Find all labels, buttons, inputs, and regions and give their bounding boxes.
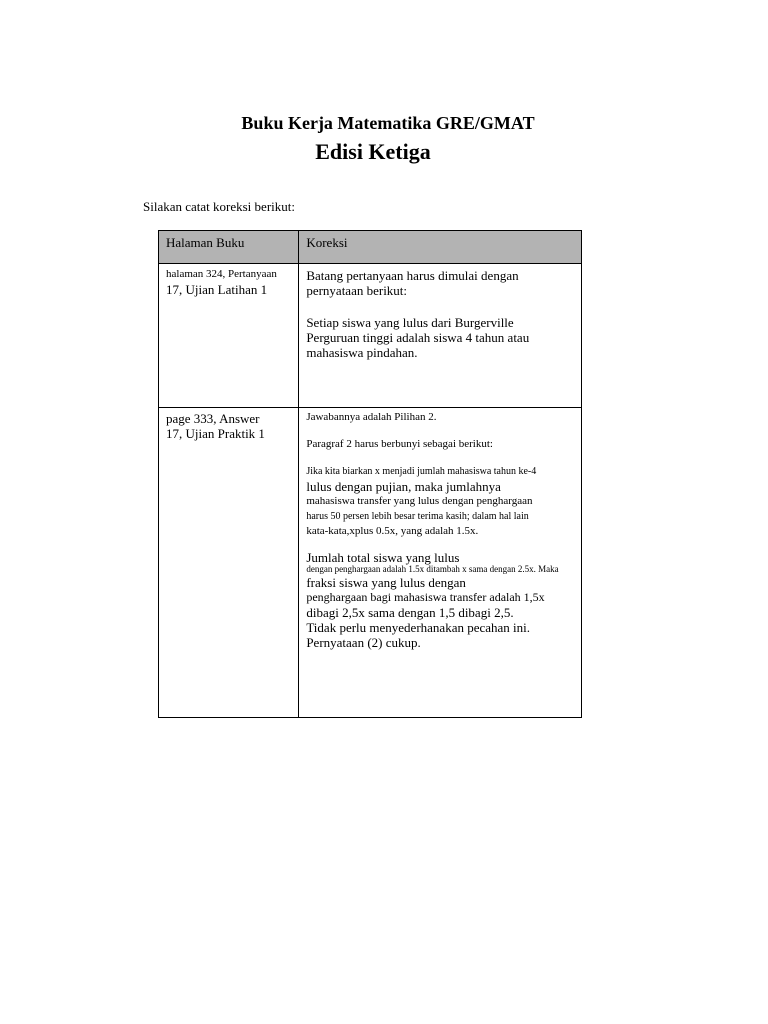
- correction-line: pernyataan berikut:: [306, 283, 408, 298]
- book-page-line: page 333, Answer: [166, 411, 260, 426]
- header-book-page-label: Halaman Buku: [166, 235, 245, 250]
- book-page-line: 17, Ujian Praktik 1: [166, 426, 265, 441]
- table-header-row: [159, 231, 582, 264]
- table-row: [159, 408, 582, 718]
- book-page-line: halaman 324, Pertanyaan: [166, 268, 277, 280]
- correction-line: Setiap siswa yang lulus dari Burgerville: [306, 315, 514, 330]
- correction-line: harus 50 persen lebih besar terima kasih; dalam hal lain: [306, 511, 529, 522]
- header-correction-label: Koreksi: [306, 235, 348, 250]
- book-page-line: 17, Ujian Latihan 1: [166, 282, 268, 297]
- correction-line: penghargaan bagi mahasiswa transfer adalah 1,5x: [306, 590, 545, 604]
- correction-line: Perguruan tinggi adalah siswa 4 tahun atau: [306, 330, 530, 345]
- document-title: Buku Kerja Matematika GRE/GMAT: [241, 113, 535, 133]
- correction-line: Paragraf 2 harus berbunyi sebagai berikut:: [306, 438, 493, 450]
- correction-line: mahasiswa pindahan.: [306, 345, 418, 360]
- correction-line: lulus dengan pujian, maka jumlahnya: [306, 479, 501, 494]
- cell-correction: [299, 264, 582, 408]
- correction-line: kata-kata,xplus 0.5x, yang adalah 1.5x.: [306, 525, 479, 537]
- correction-line: Jawabannya adalah Pilihan 2.: [306, 411, 437, 423]
- corrections-table: [158, 230, 582, 718]
- correction-line: Tidak perlu menyederhanakan pecahan ini.: [306, 620, 531, 635]
- correction-line: dengan penghargaan adalah 1.5x ditambah x sama dengan 2.5x. Maka: [306, 564, 559, 574]
- correction-line: Jika kita biarkan x menjadi jumlah mahasiswa tahun ke-4: [306, 466, 537, 477]
- correction-line: Jumlah total siswa yang lulus: [306, 550, 460, 565]
- header-correction: [299, 231, 582, 264]
- header-book-page: [159, 231, 299, 264]
- correction-line: dibagi 2,5x sama dengan 1,5 dibagi 2,5.: [306, 605, 514, 620]
- intro-text: Silakan catat koreksi berikut:: [143, 199, 295, 214]
- correction-line: Pernyataan (2) cukup.: [306, 635, 421, 650]
- correction-line: Batang pertanyaan harus dimulai dengan: [306, 268, 519, 283]
- table-row: [159, 264, 582, 408]
- cell-correction: [299, 408, 582, 718]
- correction-line: fraksi siswa yang lulus dengan: [306, 575, 466, 590]
- correction-line: mahasiswa transfer yang lulus dengan penghargaan: [306, 495, 533, 507]
- cell-book-page: [159, 264, 299, 408]
- document-edition: Edisi Ketiga: [315, 139, 431, 164]
- cell-book-page: [159, 408, 299, 718]
